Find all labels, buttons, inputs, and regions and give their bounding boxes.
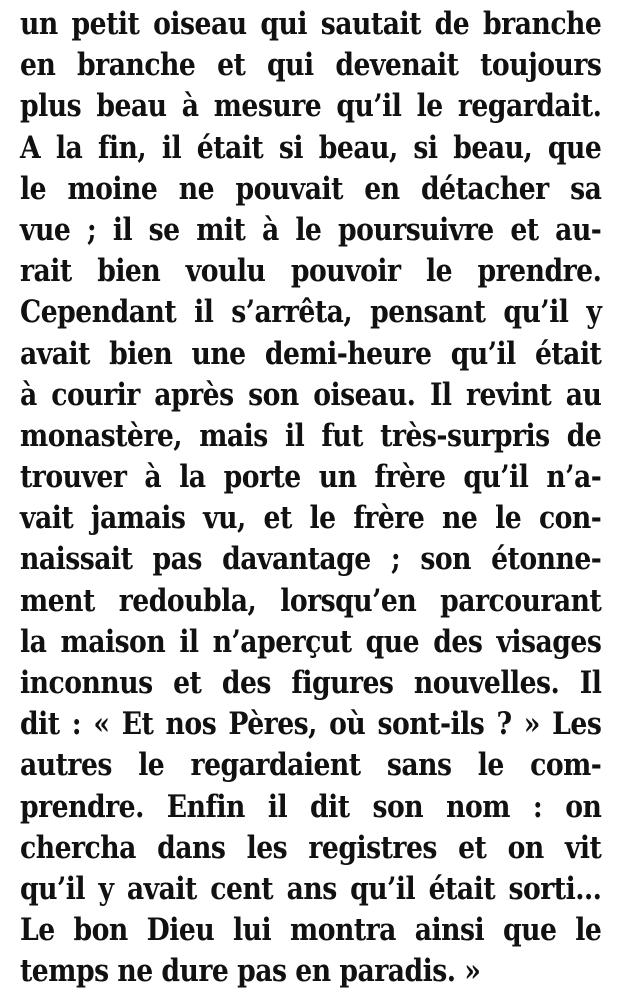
text-line: autres le regardaient sans le com-	[20, 747, 602, 784]
text-line: ment redoubla, lorsqu’en parcourant	[20, 582, 602, 619]
text-line: vait jamais vu, et le frère ne le con-	[20, 500, 602, 537]
text-line: un petit oiseau qui sautait de branche	[20, 6, 602, 42]
text-line: monastère, mais il fut très-surpris de	[20, 417, 602, 454]
text-line: prendre. Enfin il dit son nom : on	[20, 788, 602, 825]
text-line: plus beau à mesure qu’il le regardait.	[20, 88, 602, 125]
text-line: en branche et qui devenait toujours	[20, 47, 602, 84]
text-line: à courir après son oiseau. Il revint au	[20, 376, 602, 413]
text-line: Le bon Dieu lui montra ainsi que le	[20, 912, 602, 949]
text-line: le moine ne pouvait en détacher sa	[20, 170, 602, 207]
text-line: chercha dans les registres et on vit	[20, 829, 602, 866]
text-line: qu’il y avait cent ans qu’il était sorti…	[20, 870, 602, 907]
text-line: la maison il n’aperçut que des visages	[20, 623, 602, 660]
text-line: A la fin, il était si beau, si beau, que	[20, 129, 602, 166]
text-line: dit : « Et nos Pères, où sont-ils ? » Les	[20, 706, 602, 743]
text-line: rait bien voulu pouvoir le prendre.	[20, 253, 602, 290]
text-line: inconnus et des figures nouvelles. Il	[20, 665, 602, 701]
text-line: vue ; il se mit à le poursuivre et au-	[20, 211, 602, 248]
body-text	[20, 4, 602, 992]
text-line: naissait pas davantage ; son étonne-	[20, 541, 602, 578]
text-line: Cependant il s’arrêta, pensant qu’il y	[20, 294, 602, 331]
text-line-last: temps ne dure pas en paradis. »	[20, 953, 481, 990]
text-line: avait bien une demi-heure qu’il était	[20, 335, 602, 372]
text-line: trouver à la porte un frère qu’il n’a-	[20, 459, 602, 496]
